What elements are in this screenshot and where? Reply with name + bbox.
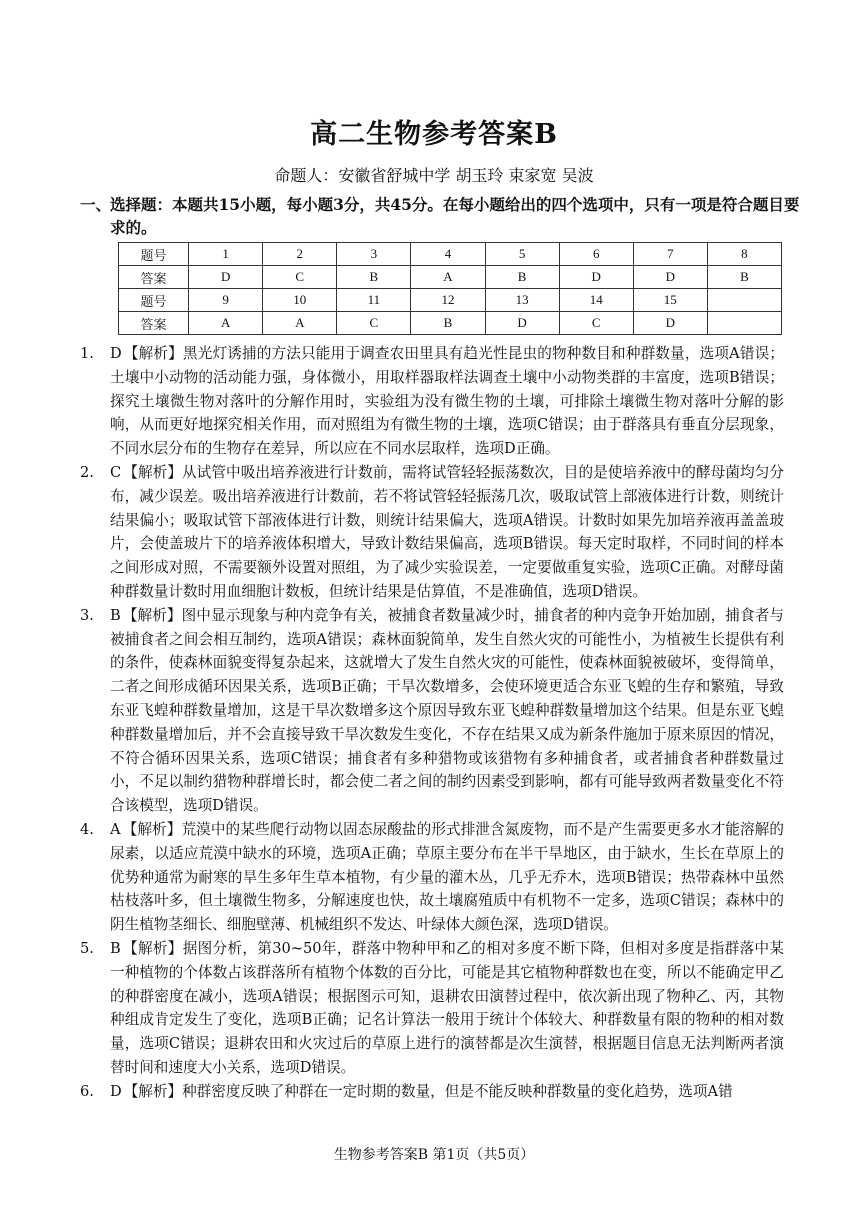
item-explanation: 【解析】从试管中吸出培养液进行计数前，需将试管轻轻振荡数次，目的是使培养液中的酵母菌均匀分布，减少误差。吸出培养液进行计数前，若不将试管轻轻振荡几次，吸取试管上部液体进行计数，则统计结果偏小；吸取试管下部液体进行计数，则统计结果偏大，选项A错误。计数时如果先加培养液再盖盖玻片，会使盖玻片下的培养液体积增大，导致计数结果偏高，选项B错误。每天定时取样，不同时间的样本之间形成对照，不需要额外设置对照组，为了减少实验误差，一定要做重复实验，选项C正确。对酵母菌种群数量计数时用血细胞计数板，但统计结果是估算值，不是准确值，选项D错误。 — [110, 463, 784, 600]
item-explanation: 【解析】荒漠中的某些爬行动物以固态尿酸盐的形式排泄含氮废物，而不是产生需要更多水才能溶解的尿素，以适应荒漠中缺水的环境，选项A正确；草原主要分布在半干旱地区，由于缺水，生长在草原上的优势种通常为耐寒的旱生多年生草本植物，有少量的灌木丛，几乎无乔木，选项B错误；热带森林中虽然枯枝落叶多，但土壤微生物多，分解速度也快，故土壤腐殖质中有机物不一定多，选项C错误；森林中的阴生植物茎细长、细胞壁薄、机械组织不发达、叶绿体大颜色深，选项D错误。 — [110, 820, 784, 934]
table-cell: D — [189, 266, 263, 289]
item-answer: B — [110, 939, 121, 957]
table-cell — [707, 289, 781, 312]
table-cell: B — [411, 312, 485, 335]
page-footer: 生物参考答案B 第1页（共5页） — [333, 1147, 535, 1163]
item-number: 6. — [80, 1082, 94, 1100]
table-row-header: 答案 — [119, 312, 189, 335]
answer-table — [118, 242, 782, 335]
item-number: 3. — [80, 606, 94, 624]
item-answer: D — [110, 345, 122, 362]
table-cell — [707, 312, 781, 335]
table-row-header: 答案 — [119, 266, 189, 289]
table-cell: 8 — [707, 243, 781, 266]
table-cell: 4 — [411, 243, 485, 266]
table-cell: D — [559, 266, 633, 289]
table-cell: 15 — [633, 289, 707, 312]
table-cell: C — [337, 312, 411, 335]
table-cell: D — [633, 266, 707, 289]
table-cell: 1 — [189, 243, 263, 266]
item-answer: A — [110, 820, 121, 838]
item-number: 1. — [80, 345, 94, 362]
item-explanation: 【解析】图中显示现象与种内竞争有关，被捕食者数量减少时，捕食者的种内竞争开始加剧，捕食者与被捕食者之间会相互制约，选项A错误；森林面貌简单，发生自然火灾的可能性小，为植被生长提供有利的条件，使森林面貌变得复杂起来，这就增大了发生自然火灾的可能性，使森林面貌被破坏，变得简单，二者之间形成循环因果关系，选项B正确；干旱次数增多，会使环境更适合东亚飞蝗的生存和繁殖，导致东亚飞蝗种群数量增加，这是干旱次数增多这个原因导致东亚飞蝗种群数量增加这个结果。但是东亚飞蝗种群数量增加后，并不会直接导致干旱次数发生变化，不存在结果又成为新条件施加于原来原因的情况，不符合循环因果关系，选项C错误；捕食者有多种猎物或该猎物有多种捕食者，或者捕食者种群数量过小，不足以制约猎物种群增长时，都会使二者之间的制约因素受到影响，都有可能导致两者数量变化不符合该模型，选项D错误。 — [110, 606, 784, 815]
table-cell: A — [263, 312, 337, 335]
table-cell: B — [337, 266, 411, 289]
table-cell: 10 — [263, 289, 337, 312]
table-cell: 7 — [633, 243, 707, 266]
table-cell: D — [633, 312, 707, 335]
table-cell: B — [485, 266, 559, 289]
list-item — [80, 461, 784, 604]
table-cell: C — [559, 312, 633, 335]
table-cell: 9 — [189, 289, 263, 312]
section-instructions: 选择题：本题共15小题，每小题3分，共45分。在每小题给出的四个选项中，只有一项是符合题目要求的。 — [110, 195, 800, 237]
item-explanation: 【解析】黑光灯诱捕的方法只能用于调查农田里具有趋光性昆虫的物种数目和种群数量，选项A错误；土壤中小动物的活动能力强，身体微小，用取样器取样法调查土壤中小动物类群的丰富度，选项B错误；探究土壤微生物对落叶的分解作用时，实验组为没有微生物的土壤，可排除土壤微生物对落叶分解的影响，从而更好地探究相关作用，而对照组为有微生物的土壤，选项C错误；由于群落具有垂直分层现象，不同水层分布的生物存在差异，所以应在不同水层取样，选项D正确。 — [110, 345, 784, 458]
table-row — [119, 266, 782, 289]
item-explanation: 【解析】种群密度反映了种群在一定时期的数量，但是不能反映种群数量的变化趋势，选项A错 — [123, 1082, 733, 1100]
table-row — [119, 243, 782, 266]
table-cell: D — [485, 312, 559, 335]
table-cell: 5 — [485, 243, 559, 266]
table-cell: 12 — [411, 289, 485, 312]
page-title: 高二生物参考答案B — [310, 119, 558, 150]
table-cell: B — [707, 266, 781, 289]
list-item — [80, 604, 784, 818]
authors-line: 命题人：安徽省舒城中学 胡玉玲 束家宽 吴波 — [274, 166, 594, 185]
list-item — [80, 818, 784, 937]
table-cell: 13 — [485, 289, 559, 312]
item-number: 2. — [80, 463, 94, 481]
item-number: 4. — [80, 820, 94, 838]
list-item — [80, 342, 784, 461]
table-row-header: 题号 — [119, 243, 189, 266]
table-cell: 3 — [337, 243, 411, 266]
item-explanation: 【解析】据图分析，第30~50年，群落中物种甲和乙的相对多度不断下降，但相对多度是指群落中某一种植物的个体数占该群落所有植物个体数的百分比，可能是其它植物种群数也在变，所以不能确定甲乙的种群密度在减小，选项A错误；根据图示可知，退耕农田演替过程中，依次新出现了物种乙、丙，其物种组成肯定发生了变化，选项B正确；记名计算法一般用于统计个体较大、种群数量有限的物种的相对数量，选项C错误；退耕农田和火灾过后的草原上进行的演替都是次生演替，根据题目信息无法判断两者演替时间和速度大小关系，选项D错误。 — [110, 939, 784, 1076]
table-row — [119, 289, 782, 312]
table-cell: 14 — [559, 289, 633, 312]
table-cell: 11 — [337, 289, 411, 312]
list-item — [80, 937, 784, 1080]
table-cell: A — [411, 266, 485, 289]
table-cell: 2 — [263, 243, 337, 266]
table-row-header: 题号 — [119, 289, 189, 312]
item-answer: D — [110, 1082, 122, 1100]
table-row — [119, 312, 782, 335]
item-number: 5. — [80, 939, 94, 957]
item-answer: B — [110, 606, 121, 624]
item-answer: C — [110, 463, 122, 481]
table-cell: C — [263, 266, 337, 289]
list-item — [80, 1080, 784, 1104]
table-cell: 6 — [559, 243, 633, 266]
section-number: 一、 — [80, 195, 112, 214]
explanation-list — [80, 342, 784, 1104]
table-cell: A — [189, 312, 263, 335]
